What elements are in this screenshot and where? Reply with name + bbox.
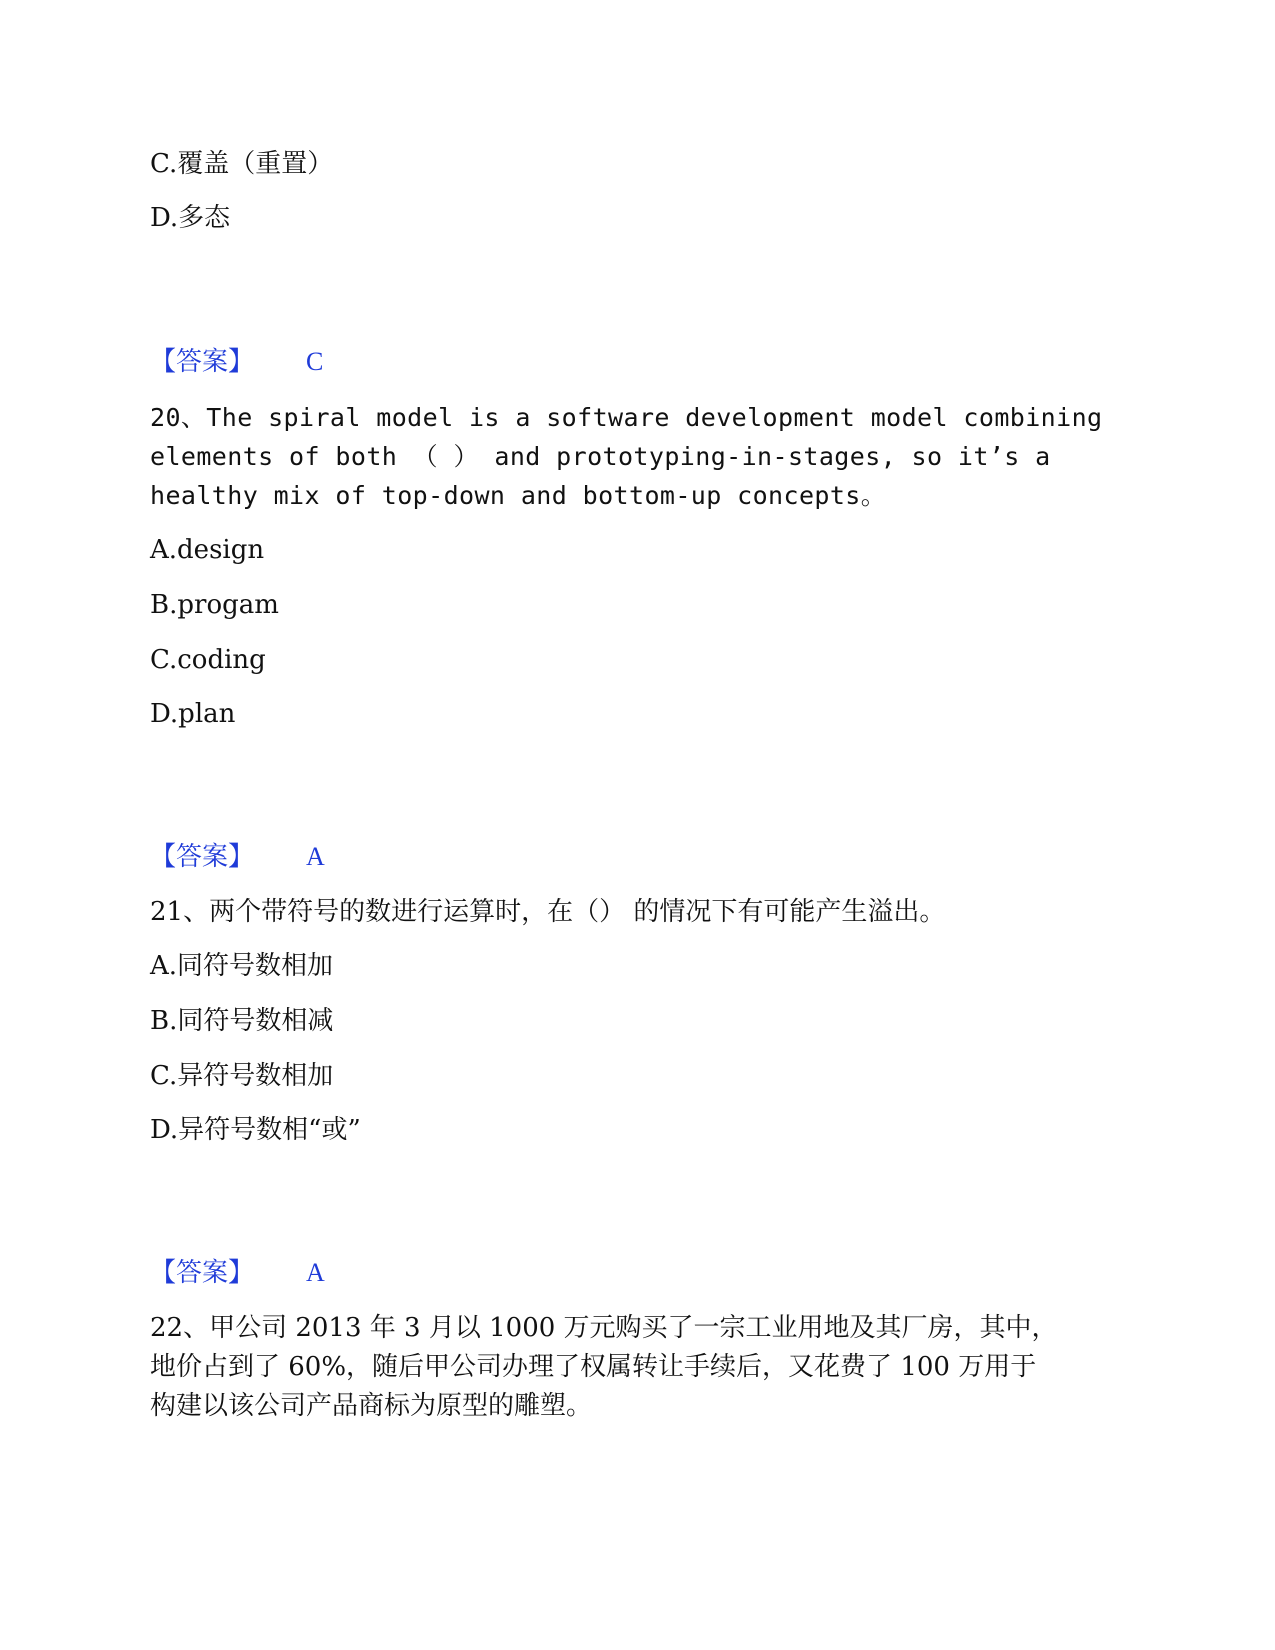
q22-stem-line-2: 地价占到了 60%，随后甲公司办理了权属转让手续后，又花费了 100 万用于: [150, 1352, 1037, 1382]
answer-label: 【答案】: [150, 347, 255, 377]
q21-stem: 21、两个带符号的数进行运算时，在（） 的情况下有可能产生溢出。: [150, 897, 946, 927]
q21-option-c: C.异符号数相加: [150, 1061, 334, 1091]
answer-value: C: [306, 347, 324, 376]
q21-option-a: A.同符号数相加: [150, 951, 334, 981]
q21-option-b: B.同符号数相减: [150, 1006, 334, 1036]
q19-option-c: C.覆盖（重置）: [150, 149, 334, 179]
q21-answer: [150, 1253, 325, 1293]
q19-answer: [150, 342, 323, 382]
answer-value: A: [306, 842, 325, 871]
answer-value: A: [306, 1258, 325, 1287]
q20-answer: [150, 837, 325, 877]
q20-stem-line-1: 20、The spiral model is a software development model combining: [150, 403, 1103, 432]
q20-stem-line-3: healthy mix of top-down and bottom-up concepts。: [150, 481, 887, 510]
q20-stem-line-2: elements of both （ ） and prototyping-in-stages, so it’s a: [150, 442, 1051, 471]
q20-option-d: D.plan: [150, 699, 236, 729]
q20-option-a: A.design: [150, 535, 265, 565]
q22-stem-line-3: 构建以该公司产品商标为原型的雕塑。: [150, 1391, 593, 1421]
q22-stem-line-1: 22、甲公司 2013 年 3 月以 1000 万元购买了一宗工业用地及其厂房，其中，: [150, 1313, 1058, 1343]
q19-option-d: D.多态: [150, 203, 231, 233]
q20-option-b: B.progam: [150, 590, 279, 620]
answer-label: 【答案】: [150, 1258, 255, 1288]
q20-option-c: C.coding: [150, 645, 266, 675]
q21-option-d: D.异符号数相“或”: [150, 1115, 361, 1145]
answer-label: 【答案】: [150, 842, 255, 872]
